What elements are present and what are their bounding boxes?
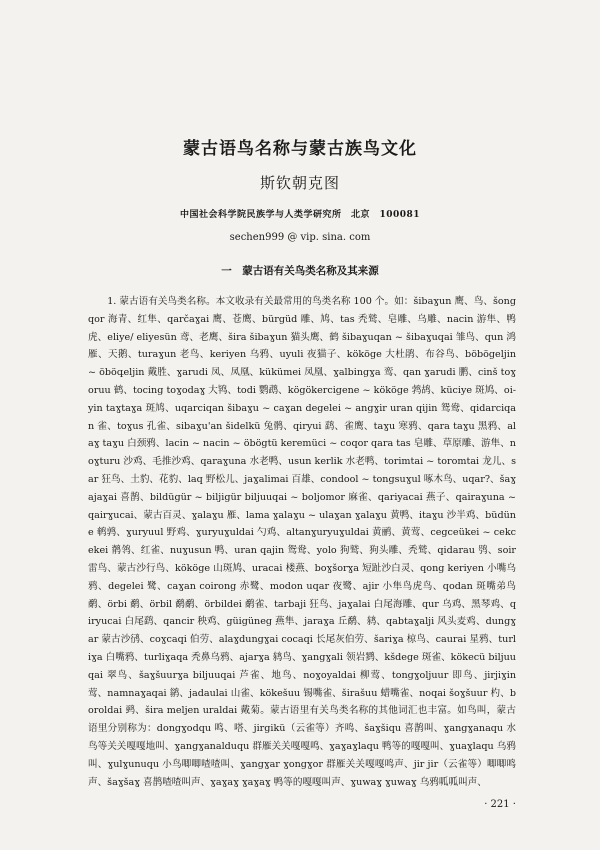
article-body — [88, 293, 516, 791]
author-name: 斯钦朝克图 — [259, 174, 340, 192]
page-number: · 221 · — [484, 799, 516, 810]
author-email: sechen999 @ vip. sina. com — [229, 232, 371, 243]
author-affiliation: 中国社会科学院民族学与人类学研究所 北京 100081 — [179, 210, 421, 220]
article-title: 蒙古语鸟名称与蒙古族鸟文化 — [183, 139, 417, 159]
section-heading: 一 蒙古语有关鸟类名称及其来源 — [221, 265, 379, 277]
body-paragraph: 1. 蒙古语有关鸟类名称。本文收录有关最常用的鸟类名称 100 个。如：šibaɣun 鹰、鸟、šongqor 海青、红隼、qarčaɣai 鹰、苍鹰、bürgüd 雕、鸠、tas 秃鹫、皂雕、乌雕、nacin 游隼、鸭虎、eliye/ eliyesün 鸢、老鹰、šira šibaɣun 猫头鹰、鹤 šibaɣuqan ~ šibaɣuqai 雏鸟、qun 鸿雁、天鹅、turaɣun 老鸟、keriyen 乌鸦、uyuli 夜猫子、kököge 大杜鹃、布谷鸟、böbögeljin ~ öböգeljin 戴胜、ɣarudi 凤、凤凰、kükümei 凤凰、ɣalbingɣa 鸾、qan ɣarudi 鹏、cinš toɣoruu 鹤、tocing toɣodaɣ 大鸨、todi 鹦鹉、kögökercigene ~ kököge 鹁鸪、küciye 斑鸠、oi-yin taɣtaɣa 斑鸠、uqarciqan šibaɣu ~ caɣan degelei ~ angɣir uran qijin 鸳鸯、qidarciqan 雀、toɣus 孔雀、sibaɣu'an šidelkü 兔鹘、qiryui 鹞、雀鹰、taɣu 寒鸦、qara taɣu 黑鸦、alaɣ taɣu 白颈鸦、lacin ~ nacin ~ öbögtü keremüci ~ coqor qara tas 皂雕、草原雕、游隼、noɣturu 沙鸡、毛推沙鸡、qaraɣuna 水老鸭、usun kerlik 水老鸭、torimtai ~ toromtai 龙儿、sar 狂鸟、土豹、花豹、laq 野松儿、jaɣalimai 百雄、condool ~ tongsuɣul 啄木鸟、uqar?、šaɣajaɣai 喜鹊、bildügür ~ biljigür biljuuqai ~ boljomor 麻雀、qariyacai 燕子、qairaɣuna ~ qairɣucai、蒙古百灵、ɣalaɣu 雁、lama ɣalaɣu ~ ulaɣan ɣalaɣu 黄鸭、itaɣu 沙半鸡、büdüne 鹌鹑、ɣuryuul 野鸡、ɣuryuɣuldai 勺鸡、altanɣuryuɣuldai 黄鹂、黄莺、cegceükei ~ cekcekei 鹡鸰、红雀、nuɣusun 鸭、uran qajin 鸳鸯、yolo 狗鹫、狗头雕、秃鹫、qidarau 鸮、soir 雷鸟、蒙古沙行鸟、kököge 山斑鸠、uracai 楼燕、boɣšorɣa 短趾沙白灵、qong keriyen 小嘴乌鸦、degelei 鹭、caɣan coirong 赤鹭、modon uqar 夜鹭、ajir 小隼鸟虎鸟、qodan 斑嘴弟鸟鹬、örbi 鹬、örbil 鹬鹬、örbildei 鹬雀、tarbaji 狂鸟、jaɣalai 白尾海雕、qur 乌鸡、黑琴鸡、qiryucai 白尾鹞、qancir 秧鸡、güigüneg 燕隼、jaraɣa 丘鹬、鸫、qabtaɣalji 风头麦鸡、dungɣar 蒙古沙鸻、coɣcaqi 伯劳、alaɣdungɣai cocaqi 长尾灰伯劳、šariɣa 椋鸟、caurai 星鸦、turliɣa 白嘴鸦、turliɣaqa 秃鼻乌鸦、ajarɣa 鸫鸟、ɣangɣali 领岩鹨、kšdege 斑雀、kökecü biljuuqai 翠鸟、šaɣšuurɣa biljuuqai 芦雀、地鸟、noɣoyaldai 柳莺、tongɣoljuur 即鸟、jirjiɣin 莺、namnaɣaqai 鹟、jadaulai 山雀、kökešuu 锡嘴雀、širašuu 蜡嘴雀、noqai šoɣšuur 杓、boroldai 鹀、šira meljen uraldai 戴菊。蒙古语里有关鸟类名称的其他词汇也丰富。如鸟叫，蒙古语里分别称为：dongɣodqu 鸣、嗒、jirgikü（云雀等）齐鸣、šaɣšiqu 喜鹊叫、ɣangɣanaqu 水鸟等关关嘎嘎地叫、ɣangɣanalduqu 群雁关关嘎嘎鸣、ɣaɣaɣlaqu 鸭等的嘎嘎叫、ɣuaɣlaqu 乌鸦叫、ɣulɣunuqu 小鸟唧唧喳喳叫、ɣangɣar ɣongɣor 群雁关关嘎嘎鸣声、jir jir（云雀等）唧唧鸣声、šaɣšaɣ 喜鹊喳喳叫声、ɣaɣaɣ ɣaɣaɣ 鸭等的嘎嘎叫声、ɣuwaɣ ɣuwaɣ 乌鸦呱呱叫声、 — [88, 296, 516, 788]
